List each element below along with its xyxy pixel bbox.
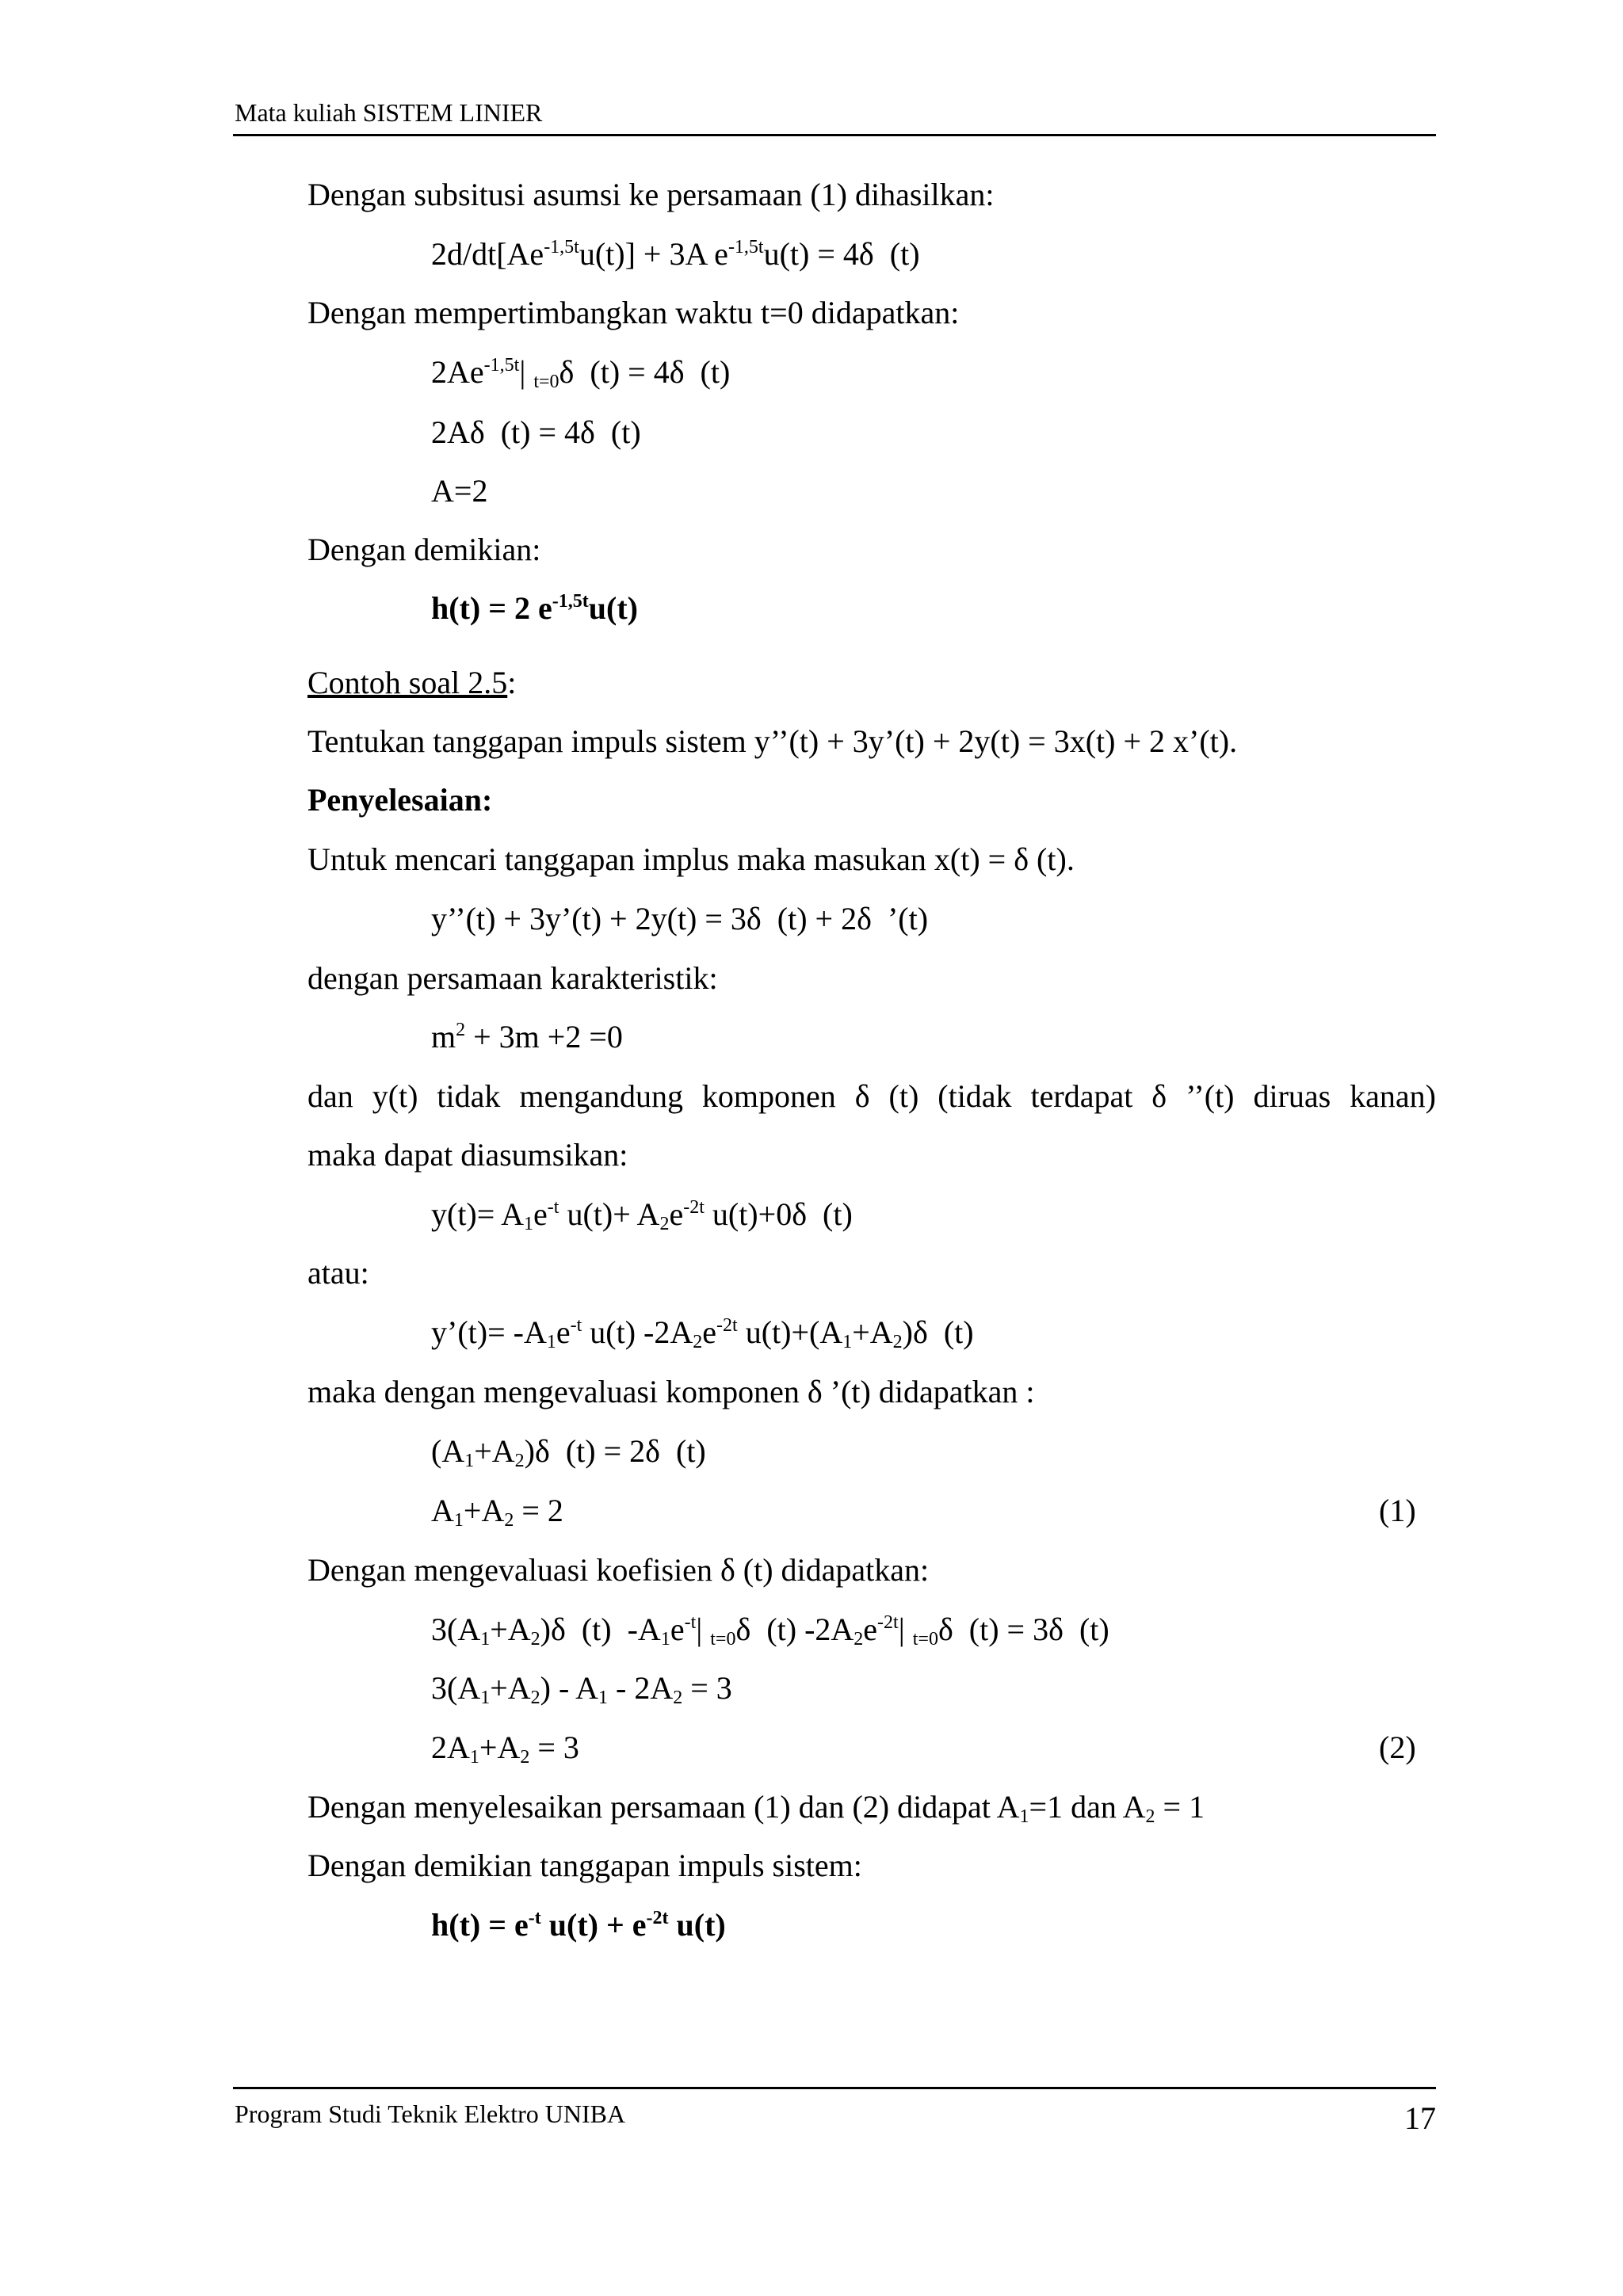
equation-line: $m^2 + 3m +2 =0$ (431, 1019, 623, 1055)
footer-rule (233, 2087, 1436, 2089)
result-equation: h(t) = 2 $e^{-1,5t}u(t)$ (431, 590, 638, 626)
paragraph-line: Dengan demikian tanggapan impuls sistem: (307, 1848, 862, 1883)
paragraph-line: Dengan demikian: (307, 532, 541, 567)
paragraph-line: Dengan mempertimbangkan waktu t=0 didapatkan: (307, 295, 960, 330)
equation-number: (2) (1379, 1730, 1416, 1765)
paragraph-line: maka dapat diasumsikan: (307, 1137, 628, 1173)
equation-line: $(A_1+A_2)\delta$ (t) = 2δ (t) (431, 1433, 706, 1471)
page-header-title: Mata kuliah SISTEM LINIER (235, 98, 543, 127)
equation-line: $y(t)= A_1e^{-t}$ $u(t)+ A_2e^{-2t}$ u(t)+0δ (t) (431, 1196, 853, 1234)
equation-line: $2Ae^{-1,5t}|$ $_{t=0}$δ (t) = 4δ (t) (431, 354, 731, 392)
example-heading (307, 664, 516, 702)
equation-line: y’’(t) + 3y’(t) + 2y(t) = 3δ (t) + 2δ ’(t) (431, 901, 929, 936)
paragraph-line: maka dengan mengevaluasi komponen δ ’(t) didapatkan : (307, 1374, 1035, 1409)
paragraph-line: dengan persamaan karakteristik: (307, 960, 718, 996)
equation-line: y’(t)= $-A_1e^{-t}$ u(t) $-2A_2e^{-2t}$ $u(t)+(A_1+A_2)\delta$ (t) (431, 1314, 974, 1352)
solution-heading: Penyelesaian: (307, 782, 493, 818)
paragraph-line: Dengan subsitusi asumsi ke persamaan (1) dihasilkan: (307, 177, 995, 212)
page-number: 17 (1404, 2100, 1436, 2136)
result-equation: $h(t) = e^{-t}$ $u(t) + e^{-2t}$ u(t) (431, 1907, 726, 1943)
paragraph-line: Untuk mencari tanggapan implus maka masukan x(t) = δ (t). (307, 841, 1075, 877)
equation-line: 2Aδ (t) = 4δ (t) (431, 414, 641, 450)
equation-line: $2A_1+A_2 = 3$ (431, 1730, 579, 1768)
example-heading-label: Contoh soal 2.5 (307, 665, 508, 700)
page-footer-text: Program Studi Teknik Elektro UNIBA (235, 2100, 626, 2128)
header-rule (233, 134, 1436, 136)
paragraph-line: Dengan mengevaluasi koefisien δ (t) didapatkan: (307, 1552, 930, 1588)
problem-statement: Tentukan tanggapan impuls sistem y’’(t) + 3y’(t) + 2y(t) = 3x(t) + 2 x’(t). (307, 723, 1238, 759)
equation-line: $A_1+A_2 = 2$ (431, 1493, 563, 1531)
paragraph-line: atau: (307, 1255, 369, 1291)
paragraph-line: Dengan menyelesaikan persamaan (1) dan (2) didapat $A_1=1$ dan $A_2 = 1$ (307, 1789, 1205, 1827)
equation-line: A=2 (431, 473, 488, 509)
equation-line: $2d/dt[Ae^{-1,5t}u(t)] + 3A$ $e^{-1,5t}u(t) = 4\delta$ (t) (431, 236, 920, 272)
paragraph-line: dan y(t) tidak mengandung komponen δ (t) (tidak terdapat δ ’’(t) diruas kanan) (307, 1078, 1436, 1114)
equation-number: (1) (1379, 1493, 1416, 1528)
equation-line: $3(A_1+A_2)\delta$ (t) $-A_1e^{-t}|$ $_{t=0}$δ (t) $-2A_2e^{-2t}|$ $_{t=0}$δ (t) = 3δ (t) (431, 1611, 1109, 1650)
equation-line: $3(A_1+A_2) - A_1 - 2A_2 = 3$ (431, 1670, 732, 1708)
example-heading-colon: : (507, 665, 517, 700)
